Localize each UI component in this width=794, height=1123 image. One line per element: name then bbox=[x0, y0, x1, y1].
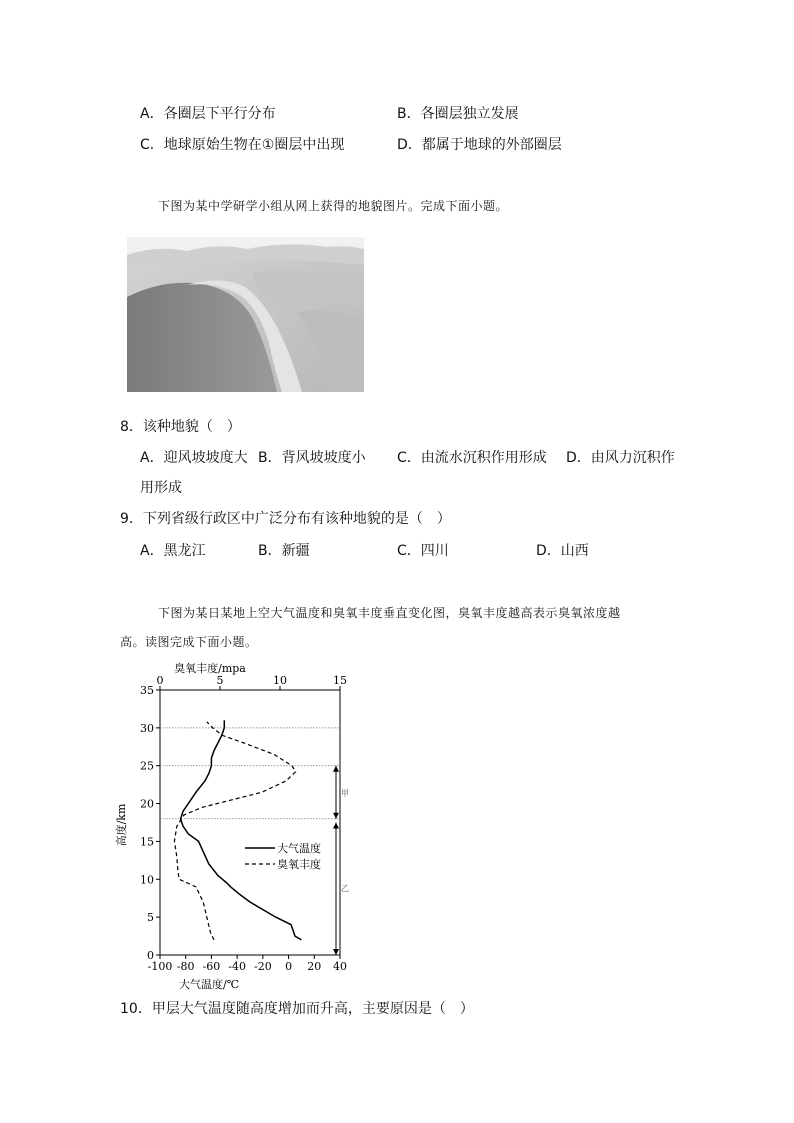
legend-temp-label: 大气温度 bbox=[277, 842, 321, 855]
top-axis-title: 臭氧丰度/mpa bbox=[174, 662, 246, 675]
top-tick-label: 0 bbox=[156, 674, 164, 687]
bottom-tick-label: 40 bbox=[333, 960, 347, 973]
bottom-tick-label: -60 bbox=[202, 960, 221, 973]
bottom-tick-label: 0 bbox=[285, 960, 293, 973]
desert-dune-photo bbox=[127, 237, 364, 392]
y-tick-label: 30 bbox=[140, 721, 154, 735]
bottom-axis-title: 大气温度/℃ bbox=[178, 978, 240, 990]
y-axis-title: 高度/km bbox=[115, 803, 128, 847]
q7-option-b: B．各圈层独立发展 bbox=[397, 106, 519, 122]
y-tick-label: 20 bbox=[140, 797, 154, 811]
bottom-tick-label: -80 bbox=[176, 960, 195, 973]
atmosphere-ozone-chart bbox=[112, 655, 352, 990]
q8-stem: 8．该种地貌（ ） bbox=[120, 419, 241, 435]
y-tick-label: 25 bbox=[140, 759, 154, 773]
legend bbox=[245, 841, 321, 871]
q8-option-d: D．由风力沉积作 bbox=[566, 450, 675, 466]
intro-landform: 下图为某中学研学小组从网上获得的地貌图片。完成下面小题。 bbox=[158, 199, 509, 213]
bottom-tick-label: -20 bbox=[253, 960, 272, 973]
intro-atmosphere-line1: 下图为某日某地上空大气温度和臭氧丰度垂直变化图，臭氧丰度越高表示臭氧浓度越 bbox=[158, 606, 621, 620]
q9-option-a: A．黑龙江 bbox=[140, 543, 206, 559]
y-tick-label: 35 bbox=[140, 684, 154, 697]
lower-layer-arrow-head-up bbox=[333, 823, 339, 829]
upper-layer-arrow-head-down bbox=[333, 813, 339, 819]
lower-layer-arrow-head-down bbox=[333, 949, 339, 955]
q9-stem: 9．下列省级行政区中广泛分布有该种地貌的是（ ） bbox=[120, 511, 451, 527]
lower-layer-label: 乙 bbox=[341, 883, 349, 893]
y-tick-label: 0 bbox=[147, 949, 154, 962]
bottom-tick-label: -100 bbox=[147, 960, 173, 973]
bottom-tick-label: -40 bbox=[228, 960, 247, 973]
q7-option-c: C．地球原始生物在①圈层中出现 bbox=[140, 137, 345, 153]
upper-layer-arrow-head-up bbox=[333, 766, 339, 772]
intro-atmosphere-line2: 高。读图完成下面小题。 bbox=[120, 635, 258, 649]
upper-layer-label: 甲 bbox=[341, 789, 349, 799]
q10-stem: 10．甲层大气温度随高度增加而升高，主要原因是（ ） bbox=[120, 1001, 474, 1017]
q7-option-d: D．都属于地球的外部圈层 bbox=[397, 137, 562, 153]
legend-ozone-label: 臭氧丰度 bbox=[277, 858, 321, 871]
top-tick-label: 15 bbox=[333, 674, 347, 687]
q8-option-b: B．背风坡坡度小 bbox=[258, 450, 366, 466]
temperature-line bbox=[181, 720, 302, 940]
q8-option-d-continued: 用形成 bbox=[140, 480, 182, 496]
q8-option-c: C．由流水沉积作用形成 bbox=[397, 450, 547, 466]
bottom-tick-label: 20 bbox=[307, 960, 322, 973]
q9-option-b: B．新疆 bbox=[258, 543, 310, 559]
q7-option-a: A．各圈层下平行分布 bbox=[140, 106, 276, 122]
plot-frame bbox=[160, 690, 340, 955]
q8-option-a: A．迎风坡坡度大 bbox=[140, 450, 248, 466]
y-tick-label: 10 bbox=[140, 873, 154, 887]
y-tick-label: 15 bbox=[140, 835, 154, 849]
top-tick-label: 10 bbox=[273, 674, 287, 687]
q9-option-d: D．山西 bbox=[536, 543, 589, 559]
q9-option-c: C．四川 bbox=[397, 543, 449, 559]
ozone-line bbox=[174, 722, 295, 940]
y-tick-label: 5 bbox=[147, 911, 154, 925]
top-tick-label: 5 bbox=[216, 674, 224, 687]
